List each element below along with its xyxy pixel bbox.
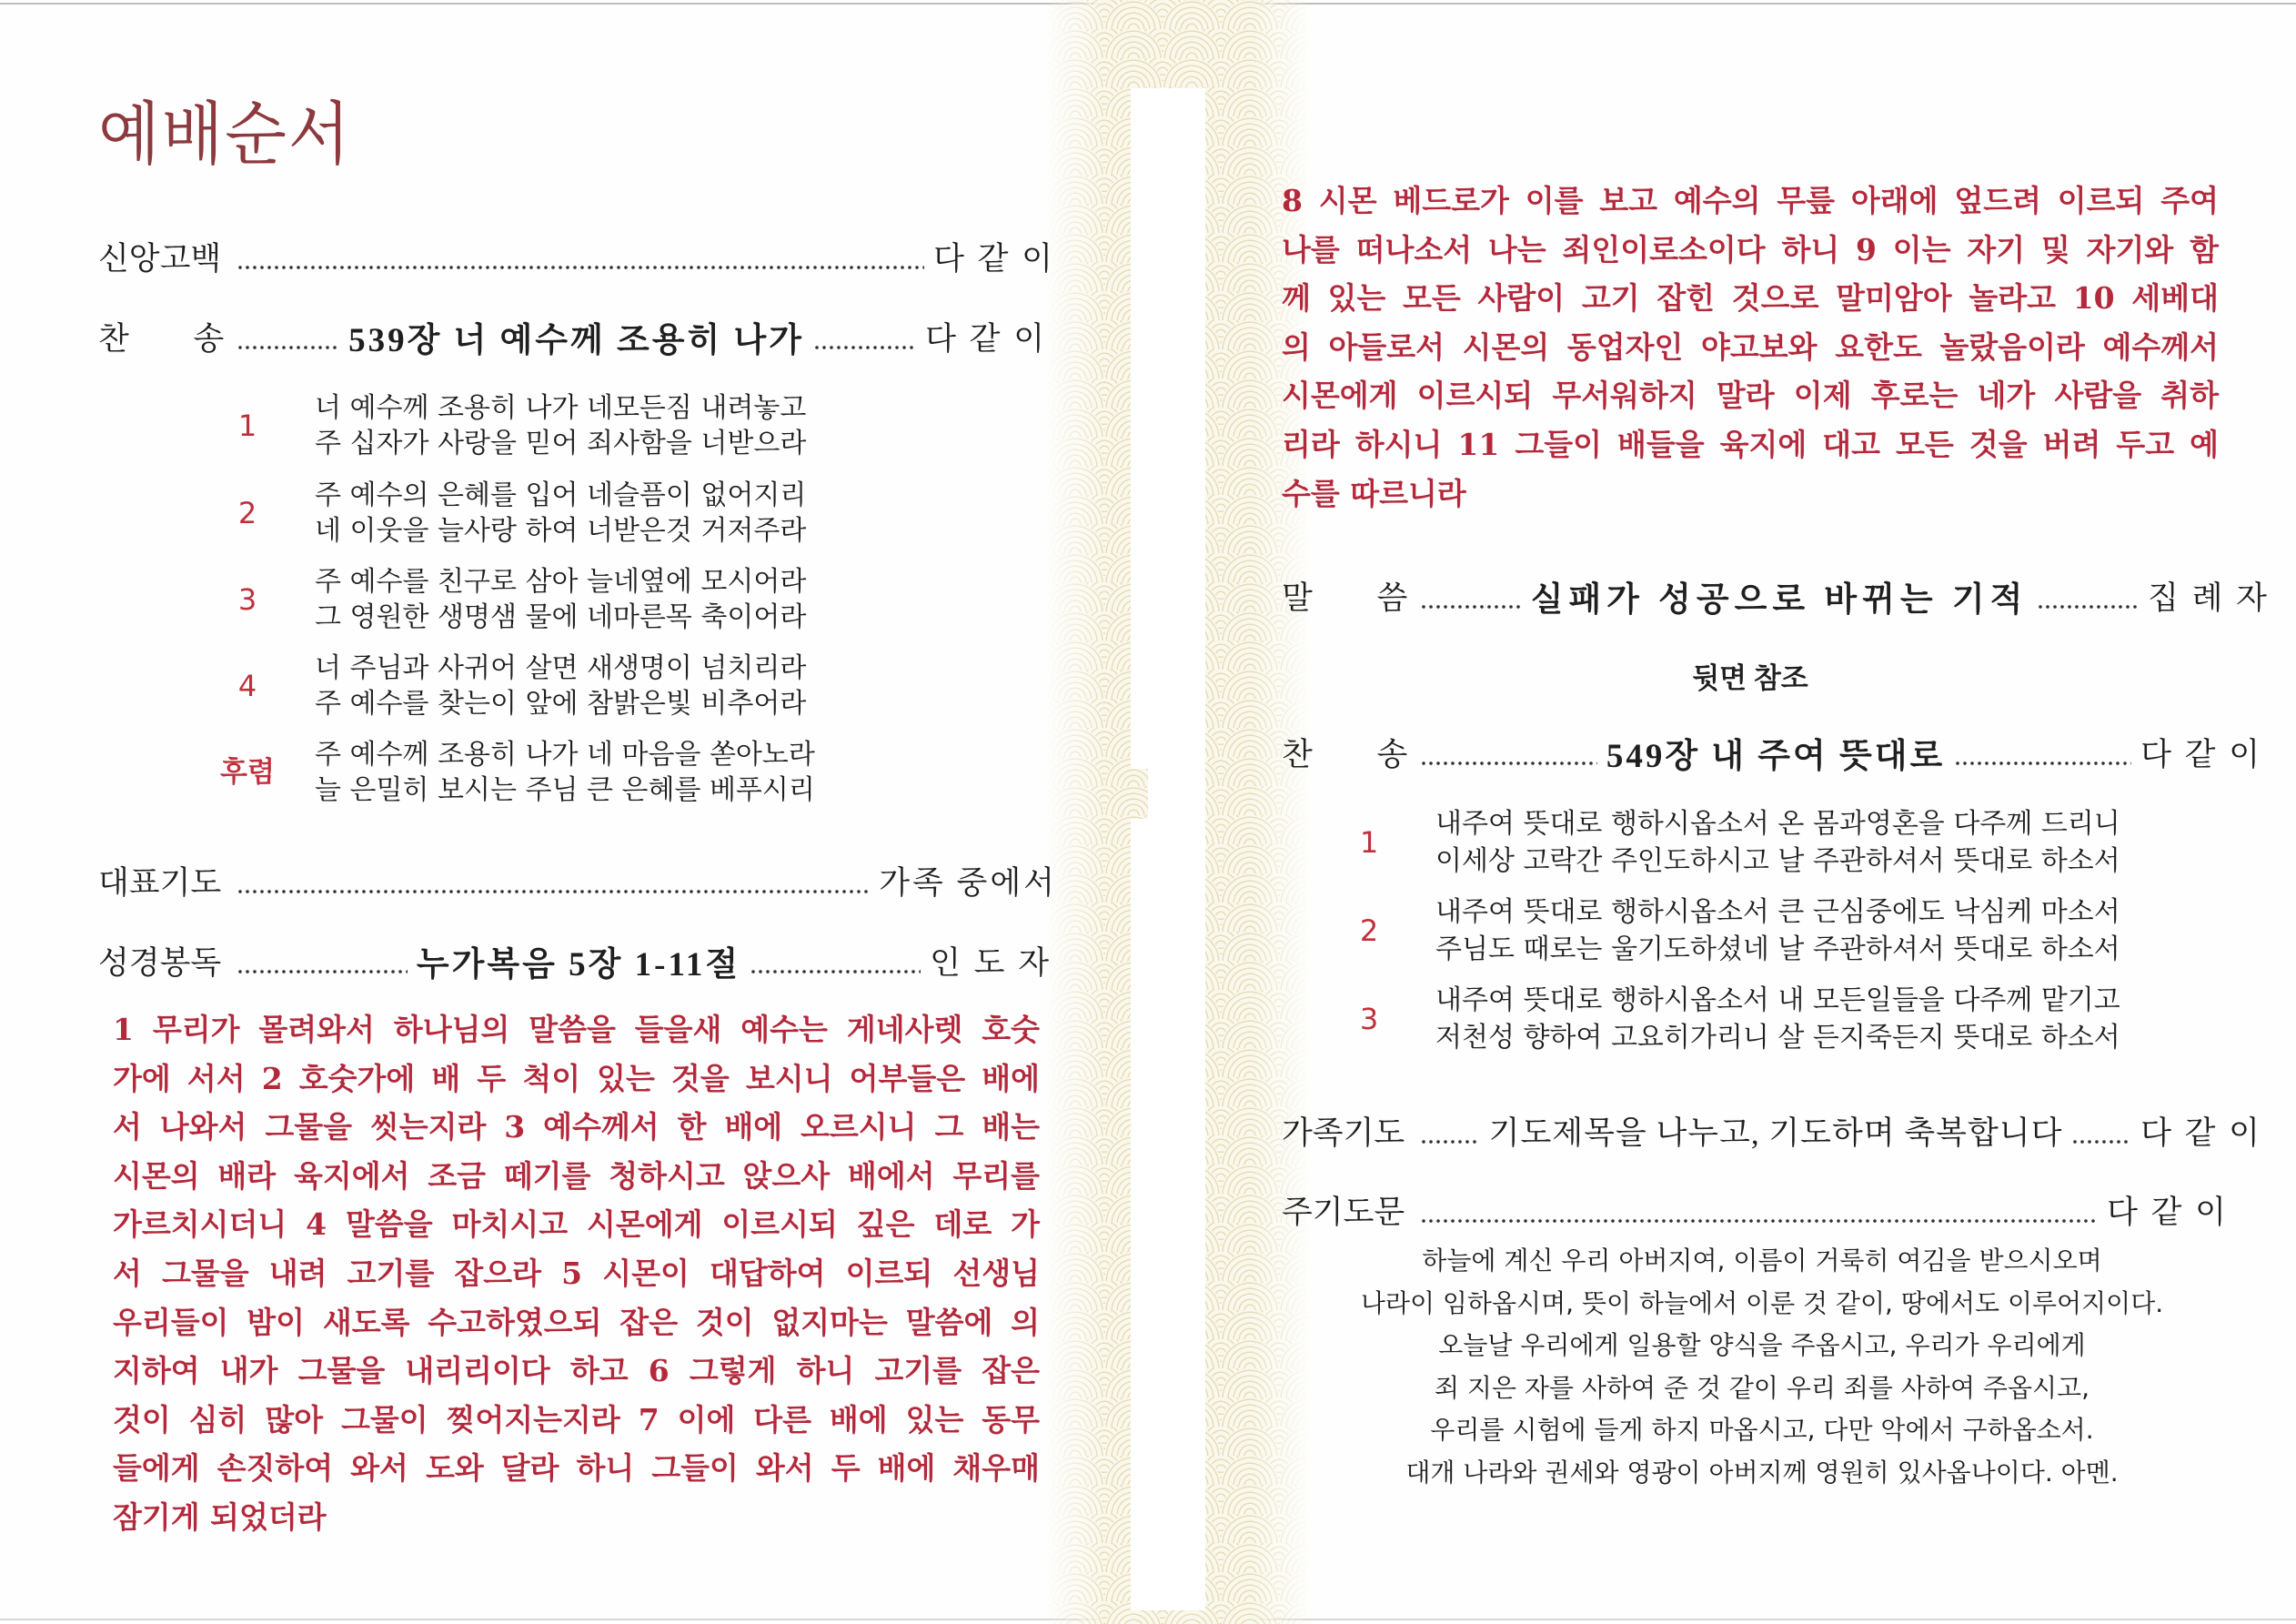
page-title: 예배순서	[98, 94, 352, 176]
row-leader-name: 가족 중에서	[879, 865, 1057, 901]
verse-line: 내주여 뜻대로 행하시옵소서 내 모든일들을 다주께 맡기고	[1435, 984, 2120, 1016]
lords-prayer-text	[1262, 1240, 2262, 1494]
verse-lines	[315, 478, 806, 549]
scripture-line: 서 나와서 그물을 씻는지라 3 예수께서 한 배에 오르시니 그 배는	[113, 1109, 1040, 1145]
see-back-note: 뒷면 참조	[1692, 662, 1808, 694]
dot-leader	[1420, 1217, 2098, 1225]
verse-lines	[315, 564, 806, 635]
verse-number: 2	[1359, 913, 1379, 948]
row-leader-name: 인 도 자	[930, 945, 1052, 981]
verse-number: 3	[237, 582, 257, 617]
prayer-line: 오늘날 우리에게 일용할 양식을 주옵시고, 우리가 우리에게	[1438, 1330, 2086, 1360]
scripture-line: 1 무리가 몰려와서 하나님의 말씀을 들을새 예수는 게네사렛 호숫	[113, 1012, 1040, 1047]
scripture-line: 우리들이 밤이 새도록 수고하였으되 잡은 것이 없지마는 말씀에 의	[113, 1304, 1040, 1340]
verse-line: 너 예수께 조용히 나가 네모든짐 내려놓고	[315, 392, 807, 424]
scripture-line: 들에게 손짓하여 와서 도와 달라 하니 그들이 와서 두 배에 채우매	[113, 1450, 1040, 1487]
row-label: 성경봉독	[98, 945, 222, 981]
verse-lines	[315, 390, 806, 461]
row-label: 말 씀	[1282, 580, 1408, 616]
verse-line: 주 예수의 은혜를 입어 네슬픔이 없어지리	[315, 479, 807, 511]
scripture-line: 8 시몬 베드로가 이를 보고 예수의 무릎 아래에 엎드려 이르되 주여	[1282, 183, 2219, 218]
hymn-title: 549장 내 주여 뜻대로	[1606, 738, 1946, 775]
prayer-line: 나라이 임하옵시며, 뜻이 하늘에서 이룬 것 같이, 땅에서도 이루어지이다.	[1360, 1287, 2164, 1318]
dot-leader	[1420, 1138, 1480, 1145]
scripture-line: 리라 하시니 11 그들이 배들을 육지에 대고 모든 것을 버려 두고 예	[1282, 426, 2219, 462]
dot-leader	[813, 344, 916, 351]
scripture-text-continued	[1282, 177, 2219, 518]
verse-lines	[1435, 983, 2120, 1056]
verse-line: 그 영원한 생명샘 물에 네마른목 축이어라	[315, 601, 807, 633]
dot-leader	[2071, 1138, 2131, 1145]
verse-lines	[315, 651, 806, 721]
dot-leader	[237, 968, 408, 975]
row-label: 주기도문	[1282, 1195, 1405, 1230]
hymn-row	[98, 314, 1047, 359]
dot-leader	[237, 344, 339, 351]
verse-line: 네 이웃을 늘사랑 하여 너받은것 거저주라	[315, 515, 807, 547]
row-leader-name: 다 같 이	[2140, 737, 2263, 772]
scripture-line: 가에 서서 2 호숫가에 배 두 척이 있는 것을 보시니 어부들은 배에	[113, 1060, 1040, 1096]
prayer-line: 대개 나라와 권세와 영광이 아버지께 영원히 있사옵나이다. 아멘.	[1405, 1457, 2119, 1488]
verse-line: 주님도 때로는 울기도하셨네 날 주관하셔서 뜻대로 하소서	[1435, 933, 2120, 965]
scripture-line: 의 아들로서 시몬의 동업자인 야고보와 요한도 놀랐음이라 예수께서	[1282, 328, 2219, 365]
refrain-label: 후렴	[220, 756, 275, 788]
scripture-line: 나를 떠나소서 나는 죄인이로소이다 하니 9 이는 자기 및 자기와 함	[1282, 231, 2219, 267]
scripture-line: 시몬의 배라 육지에서 조금 떼기를 청하시고 앉으사 배에서 무리를	[113, 1157, 1040, 1194]
hymn-row	[1282, 730, 2262, 775]
verse-line: 주 예수께 조용히 나가 네 마음을 쏟아노라	[315, 739, 815, 771]
confession-row	[98, 234, 1055, 279]
scripture-line: 가르치시더니 4 말씀을 마치시고 시몬에게 이르시되 깊은 데로 가	[113, 1206, 1040, 1243]
row-leader-name: 다 같 이	[2140, 1115, 2262, 1151]
prayer-line: 하늘에 계신 우리 아버지여, 이름이 거룩히 여김을 받으시오며	[1422, 1246, 2102, 1276]
representative-prayer-row	[98, 858, 1057, 903]
scripture-line: 지하여 내가 그물을 내리리이다 하고 6 그렇게 하니 고기를 잡은	[113, 1353, 1040, 1389]
lords-prayer-row	[1282, 1187, 2229, 1233]
row-leader-name: 집 례 자	[2148, 580, 2270, 616]
row-leader-name: 다 같 이	[925, 321, 1048, 357]
family-prayer-row	[1282, 1108, 2262, 1154]
scripture-reading-row	[98, 938, 1052, 983]
verse-number: 2	[237, 496, 257, 530]
verse-number: 4	[237, 669, 257, 703]
sermon-row	[1282, 573, 2270, 619]
dot-leader	[237, 264, 924, 271]
verse-line: 주 예수를 친구로 삼아 늘네옆에 모시어라	[315, 566, 807, 598]
dot-leader	[1420, 603, 1522, 610]
scripture-text	[113, 1005, 1040, 1542]
scripture-line: 것이 심히 많아 그물이 찢어지는지라 7 이에 다른 배에 있는 동무	[113, 1401, 1040, 1437]
row-leader-name: 다 같 이	[2107, 1195, 2229, 1230]
center-fold-bar	[1131, 819, 1205, 1610]
verse-line: 늘 은밀히 보시는 주님 큰 은혜를 베푸시리	[315, 774, 815, 806]
scripture-line: 잠기게 되었더라	[113, 1498, 327, 1535]
center-fold-bar	[1148, 769, 1205, 819]
sermon-title: 실패가 성공으로 바뀌는 기적	[1530, 581, 2029, 619]
verse-line: 너 주님과 사귀어 살면 새생명이 넘치리라	[315, 652, 807, 684]
verse-line: 저천성 향하여 고요히가리니 살 든지죽든지 뜻대로 하소서	[1435, 1021, 2120, 1054]
row-label: 가족기도	[1282, 1115, 1405, 1151]
verse-line: 내주여 뜻대로 행하시옵소서 온 몸과영혼을 다주께 드리니	[1435, 808, 2120, 840]
verse-number: 1	[1359, 825, 1379, 860]
scripture-line: 수를 따르니라	[1282, 475, 1466, 511]
verse-line: 이세상 고락간 주인도하시고 날 주관하셔서 뜻대로 하소서	[1435, 844, 2120, 877]
verse-line: 주 십자가 사랑을 믿어 죄사함을 너받으라	[315, 428, 807, 459]
verse-number: 3	[1359, 1002, 1379, 1036]
verse-line: 내주여 뜻대로 행하시옵소서 큰 근심중에도 낙심케 마소서	[1435, 896, 2120, 928]
center-fold-bar	[1131, 88, 1205, 769]
row-label: 찬 송	[1282, 737, 1408, 772]
verse-line: 주 예수를 찾는이 앞에 참밝은빛 비추어라	[315, 688, 807, 720]
verse-number: 1	[237, 409, 257, 443]
verse-lines	[1435, 894, 2120, 968]
hymn-title: 539장 너 예수께 조용히 나가	[348, 322, 804, 359]
dot-leader	[750, 968, 921, 975]
row-label: 찬 송	[98, 321, 225, 357]
verse-lines	[315, 737, 815, 808]
scripture-line: 서 그물을 내려 고기를 잡으라 5 시몬이 대답하여 이르되 선생님	[113, 1255, 1040, 1291]
dot-leader	[2037, 603, 2139, 610]
family-prayer-description: 기도제목을 나누고, 기도하며 축복합니다	[1488, 1115, 2063, 1151]
prayer-line: 우리를 시험에 들게 하지 마옵시고, 다만 악에서 구하옵소서.	[1430, 1415, 2094, 1445]
row-label: 대표기도	[98, 865, 222, 901]
dot-leader	[1954, 760, 2131, 767]
scripture-line: 께 있는 모든 사람이 고기 잡힌 것으로 말미암아 놀라고 10 세베대	[1282, 280, 2219, 317]
dot-leader	[237, 888, 870, 895]
prayer-line: 죄 지은 자를 사하여 준 것 같이 우리 죄를 사하여 주옵시고,	[1434, 1372, 2090, 1403]
row-leader-name: 다 같 이	[933, 241, 1055, 277]
scripture-reference: 누가복음 5장 1-11절	[416, 946, 741, 983]
dot-leader	[1420, 760, 1597, 767]
verse-lines	[1435, 806, 2120, 880]
scripture-line: 시몬에게 이르시되 무서워하지 말라 이제 후로는 네가 사람을 취하	[1282, 378, 2219, 414]
row-label: 신앙고백	[98, 241, 222, 277]
